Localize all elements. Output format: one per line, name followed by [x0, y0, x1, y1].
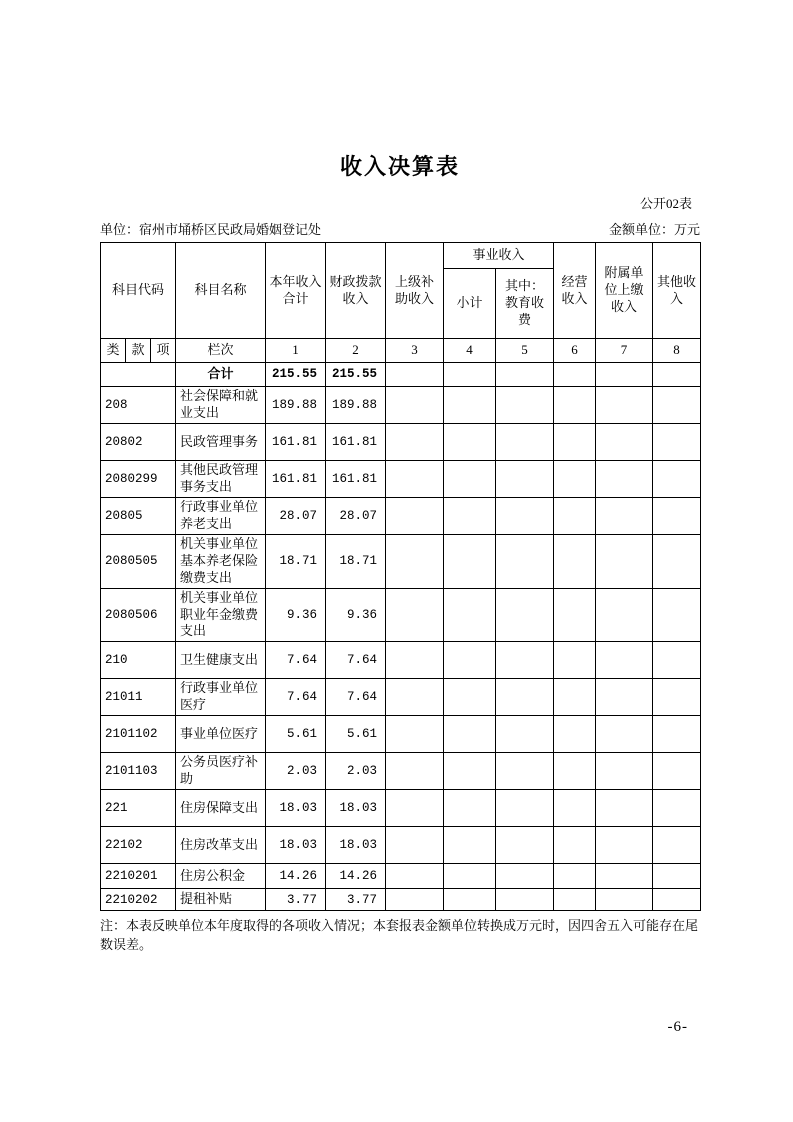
row-value-2: 2.03: [326, 753, 386, 790]
row-value-4: [444, 424, 496, 461]
row-code: 20802: [101, 424, 176, 461]
row-value-1: 189.88: [266, 387, 326, 424]
lane-number-8: 8: [653, 339, 701, 363]
row-name: 公务员医疗补助: [176, 753, 266, 790]
row-name: 行政事业单位养老支出: [176, 498, 266, 535]
header-operating-income: 经营收入: [554, 243, 596, 339]
row-value-5: [496, 387, 554, 424]
row-value-1: 161.81: [266, 461, 326, 498]
row-name: 其他民政管理事务支出: [176, 461, 266, 498]
row-value-5: [496, 716, 554, 753]
lane-number-2: 2: [326, 339, 386, 363]
row-value-6: [554, 753, 596, 790]
row-value-5: [496, 827, 554, 864]
row-code: 2101103: [101, 753, 176, 790]
row-value-6: [554, 790, 596, 827]
total-value-7: [596, 363, 653, 387]
row-name: 住房公积金: [176, 864, 266, 889]
row-value-3: [386, 642, 444, 679]
row-value-4: [444, 387, 496, 424]
header-code-item: 项: [151, 339, 176, 363]
total-value-2: 215.55: [326, 363, 386, 387]
row-code: 20805: [101, 498, 176, 535]
total-row-code: [101, 363, 176, 387]
row-name: 住房保障支出: [176, 790, 266, 827]
row-value-1: 9.36: [266, 588, 326, 642]
row-value-2: 5.61: [326, 716, 386, 753]
row-value-6: [554, 424, 596, 461]
row-value-2: 28.07: [326, 498, 386, 535]
header-other-income: 其他收入: [653, 243, 701, 339]
row-value-3: [386, 424, 444, 461]
total-row-label: 合计: [176, 363, 266, 387]
header-business-income-group: 事业收入: [444, 243, 554, 269]
header-current-year-total: 本年收入合计: [266, 243, 326, 339]
row-name: 民政管理事务: [176, 424, 266, 461]
row-value-8: [653, 889, 701, 911]
page-number: -6-: [667, 1019, 688, 1036]
row-value-1: 161.81: [266, 424, 326, 461]
row-value-2: 161.81: [326, 461, 386, 498]
row-value-6: [554, 461, 596, 498]
row-value-1: 7.64: [266, 642, 326, 679]
row-value-5: [496, 642, 554, 679]
row-value-8: [653, 461, 701, 498]
row-code: 2080506: [101, 588, 176, 642]
row-value-5: [496, 588, 554, 642]
header-business-subtotal: 小计: [444, 269, 496, 339]
lane-number-5: 5: [496, 339, 554, 363]
row-value-8: [653, 790, 701, 827]
row-value-4: [444, 827, 496, 864]
row-code: 2080505: [101, 535, 176, 589]
table-row: [101, 827, 701, 864]
row-value-3: [386, 387, 444, 424]
header-subject-name: 科目名称: [176, 243, 266, 339]
row-value-2: 161.81: [326, 424, 386, 461]
row-value-4: [444, 588, 496, 642]
row-value-2: 9.36: [326, 588, 386, 642]
row-name: 事业单位医疗: [176, 716, 266, 753]
table-row: [101, 642, 701, 679]
lane-label: 栏次: [176, 339, 266, 363]
row-value-8: [653, 498, 701, 535]
row-code: 2210202: [101, 889, 176, 911]
table-row: [101, 753, 701, 790]
row-value-8: [653, 679, 701, 716]
row-value-3: [386, 498, 444, 535]
row-name: 卫生健康支出: [176, 642, 266, 679]
row-value-8: [653, 387, 701, 424]
row-value-5: [496, 790, 554, 827]
total-row: [101, 363, 701, 387]
lane-number-7: 7: [596, 339, 653, 363]
row-value-5: [496, 535, 554, 589]
row-code: 210: [101, 642, 176, 679]
row-value-7: [596, 387, 653, 424]
row-value-1: 18.03: [266, 790, 326, 827]
footnote: 注：本表反映单位本年度取得的各项收入情况；本套报表金额单位转换成万元时，因四舍五入可能存在尾数误差。: [100, 918, 699, 953]
row-code: 221: [101, 790, 176, 827]
row-value-6: [554, 588, 596, 642]
row-value-7: [596, 461, 653, 498]
row-code: 22102: [101, 827, 176, 864]
header-row-top: [101, 243, 701, 269]
row-value-2: 3.77: [326, 889, 386, 911]
lane-number-3: 3: [386, 339, 444, 363]
row-value-2: 18.03: [326, 790, 386, 827]
row-value-7: [596, 424, 653, 461]
row-name: 机关事业单位基本养老保险缴费支出: [176, 535, 266, 589]
row-value-5: [496, 498, 554, 535]
total-value-1: 215.55: [266, 363, 326, 387]
row-code: 2210201: [101, 864, 176, 889]
row-name: 提租补贴: [176, 889, 266, 911]
row-value-6: [554, 716, 596, 753]
header-superior-subsidy: 上级补助收入: [386, 243, 444, 339]
row-value-6: [554, 679, 596, 716]
table-row: [101, 889, 701, 911]
row-value-6: [554, 827, 596, 864]
header-code-class: 类: [101, 339, 126, 363]
header-education-fees: 其中：教育收费: [496, 269, 554, 339]
row-name: 社会保障和就业支出: [176, 387, 266, 424]
row-value-7: [596, 588, 653, 642]
row-name: 行政事业单位医疗: [176, 679, 266, 716]
row-value-8: [653, 424, 701, 461]
meta-row: [100, 219, 700, 238]
row-code: 208: [101, 387, 176, 424]
row-code: 2080299: [101, 461, 176, 498]
row-value-4: [444, 889, 496, 911]
table-row: [101, 679, 701, 716]
row-value-6: [554, 498, 596, 535]
row-value-2: 14.26: [326, 864, 386, 889]
row-value-7: [596, 535, 653, 589]
row-value-8: [653, 535, 701, 589]
table-row: [101, 424, 701, 461]
row-value-7: [596, 889, 653, 911]
lane-number-4: 4: [444, 339, 496, 363]
row-value-1: 18.71: [266, 535, 326, 589]
row-code: 2101102: [101, 716, 176, 753]
row-name: 住房改革支出: [176, 827, 266, 864]
row-value-4: [444, 790, 496, 827]
row-code: 21011: [101, 679, 176, 716]
row-value-8: [653, 864, 701, 889]
row-value-3: [386, 679, 444, 716]
row-value-8: [653, 642, 701, 679]
table-row: [101, 498, 701, 535]
row-value-6: [554, 535, 596, 589]
row-value-1: 2.03: [266, 753, 326, 790]
row-value-6: [554, 642, 596, 679]
header-fiscal-appropriation: 财政拨款收入: [326, 243, 386, 339]
row-value-3: [386, 753, 444, 790]
row-value-7: [596, 753, 653, 790]
table-row: [101, 716, 701, 753]
row-value-3: [386, 461, 444, 498]
row-value-4: [444, 864, 496, 889]
row-value-3: [386, 588, 444, 642]
row-value-8: [653, 753, 701, 790]
row-value-8: [653, 827, 701, 864]
income-table: [100, 242, 701, 911]
row-value-2: 189.88: [326, 387, 386, 424]
row-value-4: [444, 461, 496, 498]
row-value-7: [596, 827, 653, 864]
table-body: [101, 363, 701, 911]
row-value-1: 3.77: [266, 889, 326, 911]
row-value-3: [386, 889, 444, 911]
row-value-5: [496, 461, 554, 498]
row-value-3: [386, 716, 444, 753]
row-value-7: [596, 679, 653, 716]
table-row: [101, 790, 701, 827]
table-row: [101, 387, 701, 424]
total-value-4: [444, 363, 496, 387]
row-value-6: [554, 387, 596, 424]
total-value-3: [386, 363, 444, 387]
row-value-8: [653, 716, 701, 753]
table-row: [101, 461, 701, 498]
table-row: [101, 535, 701, 589]
row-value-7: [596, 498, 653, 535]
row-value-7: [596, 790, 653, 827]
row-value-3: [386, 535, 444, 589]
row-value-6: [554, 864, 596, 889]
row-name: 机关事业单位职业年金缴费支出: [176, 588, 266, 642]
row-value-4: [444, 679, 496, 716]
row-value-2: 18.71: [326, 535, 386, 589]
row-value-4: [444, 716, 496, 753]
row-value-1: 18.03: [266, 827, 326, 864]
table-row: [101, 864, 701, 889]
amount-unit-label: 金额单位：万元: [608, 222, 700, 237]
header-affiliated-remit: 附属单位上缴收入: [596, 243, 653, 339]
header-code-section: 款: [126, 339, 151, 363]
total-value-8: [653, 363, 701, 387]
row-value-5: [496, 753, 554, 790]
row-value-6: [554, 889, 596, 911]
row-value-2: 18.03: [326, 827, 386, 864]
row-value-4: [444, 753, 496, 790]
row-value-5: [496, 889, 554, 911]
row-value-7: [596, 642, 653, 679]
form-code-label: 公开02表: [639, 196, 692, 211]
row-value-5: [496, 424, 554, 461]
lane-number-1: 1: [266, 339, 326, 363]
lane-number-6: 6: [554, 339, 596, 363]
row-value-8: [653, 588, 701, 642]
lane-number-row: [101, 339, 701, 363]
row-value-7: [596, 864, 653, 889]
row-value-5: [496, 679, 554, 716]
row-value-1: 28.07: [266, 498, 326, 535]
row-value-1: 5.61: [266, 716, 326, 753]
total-value-6: [554, 363, 596, 387]
row-value-7: [596, 716, 653, 753]
row-value-4: [444, 498, 496, 535]
table-row: [101, 588, 701, 642]
page-title: 收入决算表: [339, 154, 460, 179]
unit-label: 单位：宿州市埇桥区民政局婚姻登记处: [100, 222, 322, 237]
row-value-3: [386, 864, 444, 889]
row-value-2: 7.64: [326, 679, 386, 716]
total-value-5: [496, 363, 554, 387]
row-value-3: [386, 790, 444, 827]
row-value-1: 14.26: [266, 864, 326, 889]
row-value-2: 7.64: [326, 642, 386, 679]
row-value-4: [444, 535, 496, 589]
row-value-1: 7.64: [266, 679, 326, 716]
row-value-3: [386, 827, 444, 864]
row-value-5: [496, 864, 554, 889]
header-subject-code: 科目代码: [101, 243, 176, 339]
row-value-4: [444, 642, 496, 679]
